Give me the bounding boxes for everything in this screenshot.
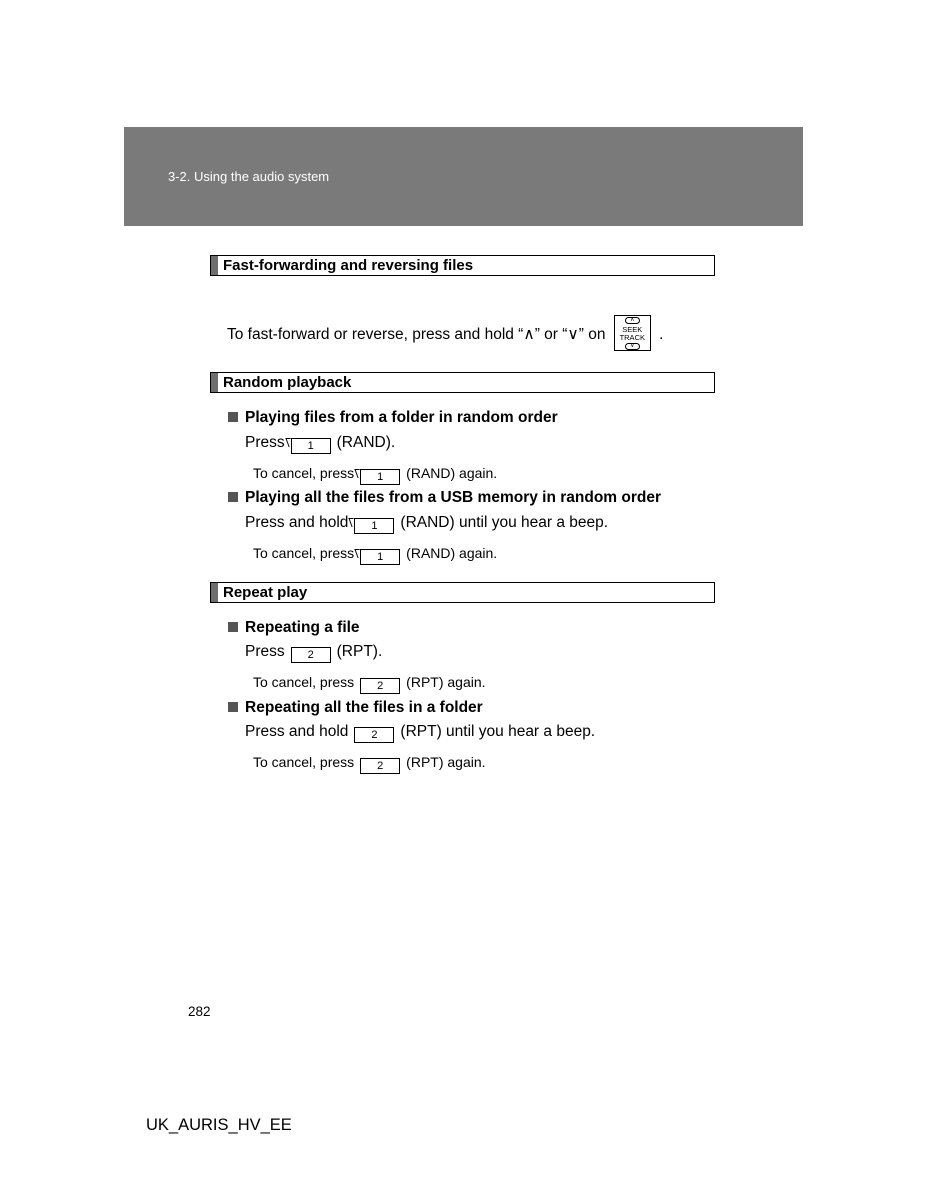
repeat-item-heading: Repeating all the files in a folder <box>228 699 483 717</box>
random-item-heading: Playing files from a folder in random order <box>228 409 558 427</box>
seek-up-icon: ∧ <box>625 317 640 324</box>
instruction-end: . <box>659 326 664 343</box>
section-header-repeat-play <box>210 582 715 603</box>
key-2-icon: 2 <box>360 758 400 774</box>
square-bullet-icon <box>228 622 238 632</box>
seek-label: SEEK <box>622 325 643 334</box>
random-item-step: Press and hold 1 (RAND) until you hear a beep. <box>245 514 609 532</box>
section-header-random-playback <box>210 372 715 393</box>
section-title: Fast-forwarding and reversing files <box>223 257 474 274</box>
key-1-icon: 1 <box>360 469 400 485</box>
fast-forward-instruction <box>227 315 663 351</box>
repeat-item-step: Press and hold 2 (RPT) until you hear a beep. <box>245 723 596 741</box>
seek-down-icon: ∨ <box>625 343 640 350</box>
repeat-item-cancel: To cancel, press 2 (RPT) again. <box>253 674 486 692</box>
seek-track-button-icon <box>614 315 651 351</box>
document-code: UK_AURIS_HV_EE <box>146 1116 292 1134</box>
track-label: TRACK <box>619 333 645 342</box>
key-1-icon: 1 <box>354 518 394 534</box>
repeat-item-cancel: To cancel, press 2 (RPT) again. <box>253 754 486 772</box>
section-header-fast-forward <box>210 255 715 276</box>
repeat-item-step: Press 2 (RPT). <box>245 643 383 661</box>
section-title: Repeat play <box>223 584 308 601</box>
section-title: Random playback <box>223 374 352 391</box>
key-2-icon: 2 <box>360 678 400 694</box>
instruction-text: To fast-forward or reverse, press and hold “∧” or “∨” on <box>227 326 606 343</box>
key-2-icon: 2 <box>291 647 331 663</box>
random-item-cancel: To cancel, press 1 (RAND) again. <box>253 465 498 483</box>
repeat-item-heading: Repeating a file <box>228 619 360 637</box>
random-item-step: Press 1 (RAND). <box>245 434 396 452</box>
page-header-bar <box>124 127 803 226</box>
square-bullet-icon <box>228 492 238 502</box>
square-bullet-icon <box>228 412 238 422</box>
random-item-heading: Playing all the files from a USB memory in random order <box>228 489 661 507</box>
square-bullet-icon <box>228 702 238 712</box>
key-1-icon: 1 <box>360 549 400 565</box>
random-item-cancel: To cancel, press 1 (RAND) again. <box>253 545 498 563</box>
chapter-title: 3-2. Using the audio system <box>168 169 330 184</box>
page-number: 282 <box>188 1004 211 1019</box>
key-1-icon: 1 <box>291 438 331 454</box>
key-2-icon: 2 <box>354 727 394 743</box>
